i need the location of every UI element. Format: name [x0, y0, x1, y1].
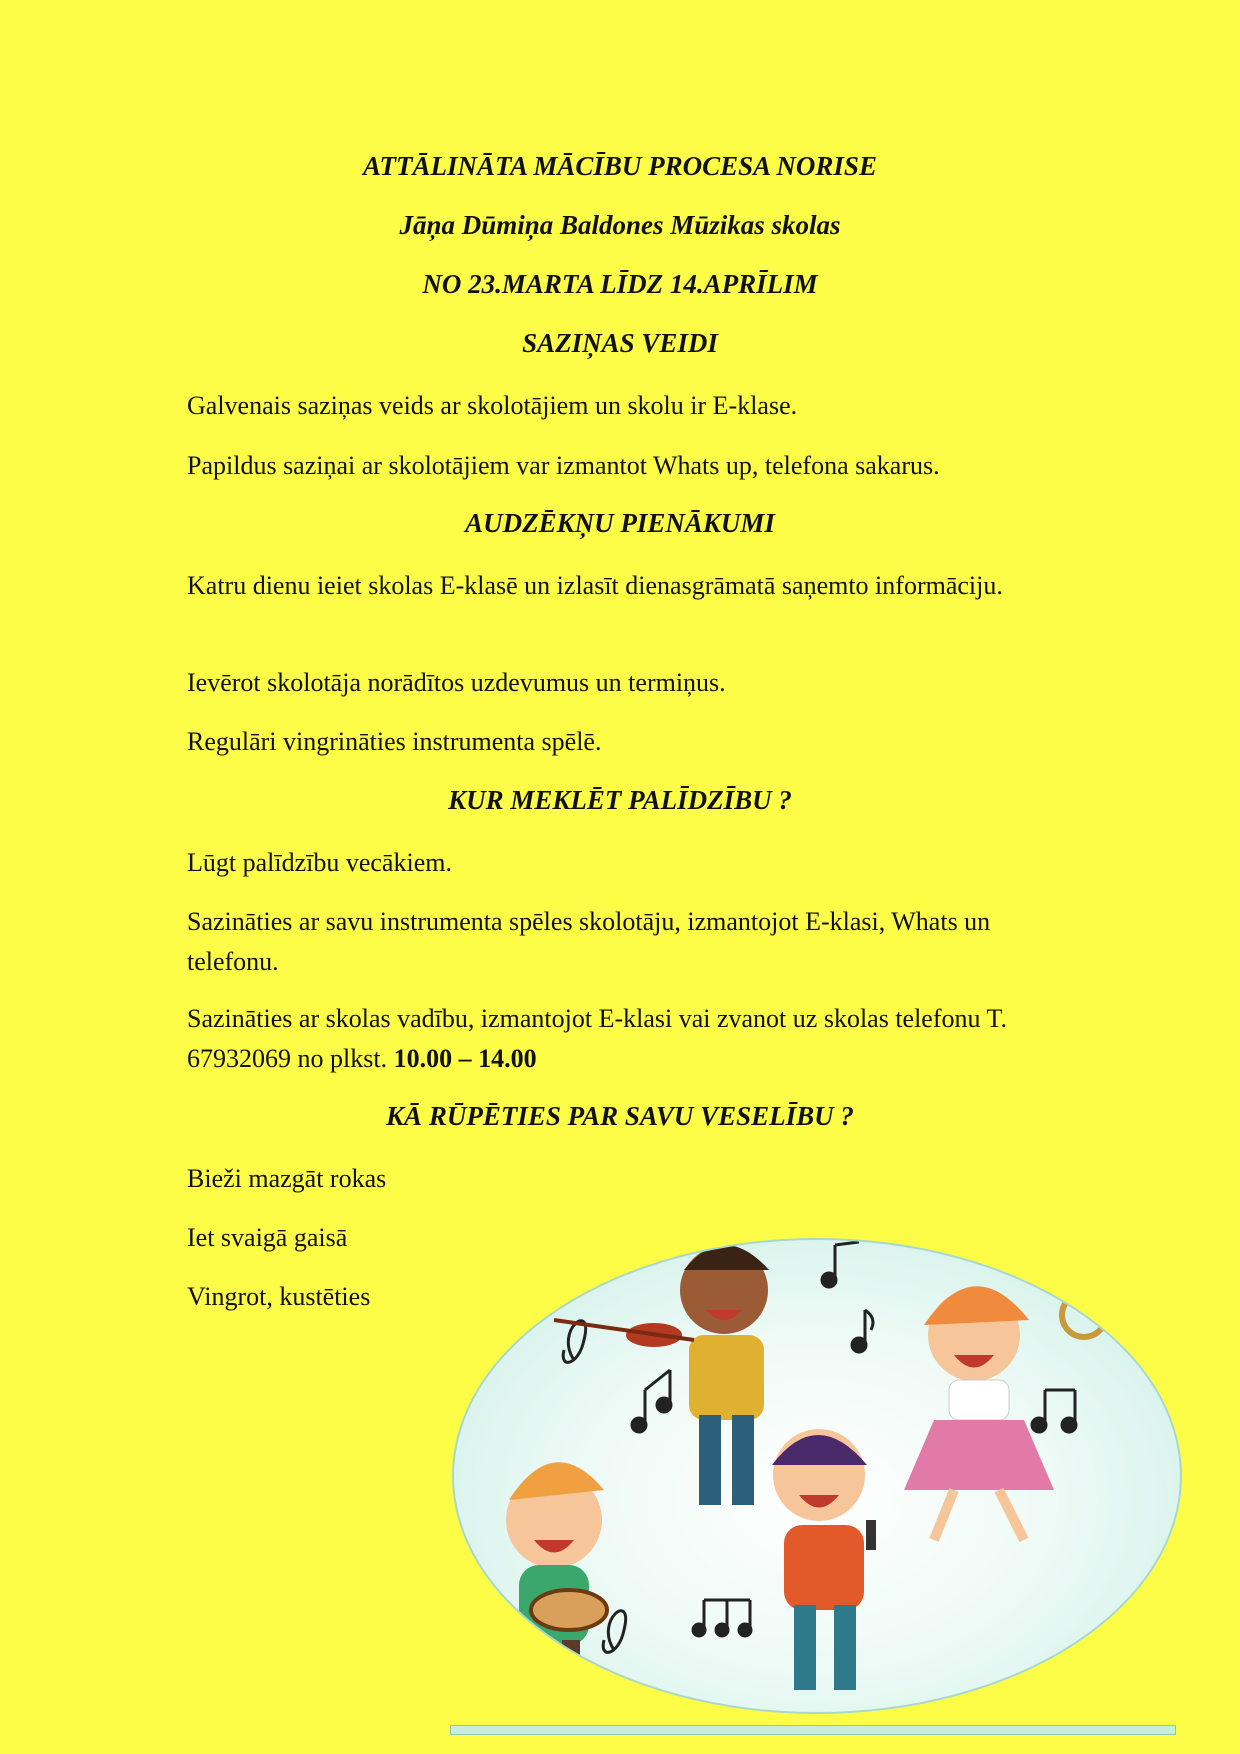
section-heading-help: KUR MEKLĒT PALĪDZĪBU ? [448, 785, 792, 815]
paragraph: Bieži mazgāt rokas [187, 1164, 387, 1193]
paragraph: Iet svaigā gaisā [187, 1223, 348, 1252]
child-singing [772, 1429, 876, 1690]
school-name: Jāņa Dūmiņa Baldones Mūzikas skolas [399, 210, 841, 240]
paragraph: Sazināties ar savu instrumenta spēles skolotāju, izmantojot E-klasi, Whats un telefonu. [187, 907, 991, 976]
section-heading-student-duties: AUDZĒKŅU PIENĀKUMI [465, 508, 775, 538]
paragraph: Ievērot skolotāja norādītos uzdevumus un termiņus. [187, 668, 726, 697]
paragraph: Vingrot, kustēties [187, 1282, 371, 1311]
contact-text: Sazināties ar skolas vadību, izmantojot E-klasi vai zvanot uz skolas telefonu T. 67932069 no plkst. [187, 1004, 1007, 1073]
paragraph: Katru dienu ieiet skolas E-klasē un izlasīt dienasgrāmatā saņemto informāciju. [187, 571, 1003, 600]
contact-hours: 10.00 – 14.00 [393, 1044, 537, 1073]
document-title: ATTĀLINĀTA MĀCĪBU PROCESA NORISE [363, 151, 877, 181]
children-playing-music-illustration [452, 1238, 1182, 1714]
paragraph: Galvenais saziņas veids ar skolotājiem un skolu ir E-klase. [187, 391, 798, 420]
paragraph: Regulāri vingrināties instrumenta spēlē. [187, 727, 602, 756]
section-heading-communication: SAZIŅAS VEIDI [522, 328, 718, 358]
paragraph: Lūgt palīdzību vecākiem. [187, 848, 452, 877]
illustration-drawing [454, 1240, 1180, 1712]
section-heading-health: KĀ RŪPĒTIES PAR SAVU VESELĪBU ? [386, 1101, 854, 1131]
child-drum [506, 1462, 607, 1690]
paragraph-contact [187, 999, 1007, 1079]
paragraph: Papildus saziņai ar skolotājiem var izmantot Whats up, telefona sakarus. [187, 451, 940, 480]
period-heading: NO 23.MARTA LĪDZ 14.APRĪLIM [422, 269, 818, 299]
bottom-divider [450, 1725, 1176, 1735]
